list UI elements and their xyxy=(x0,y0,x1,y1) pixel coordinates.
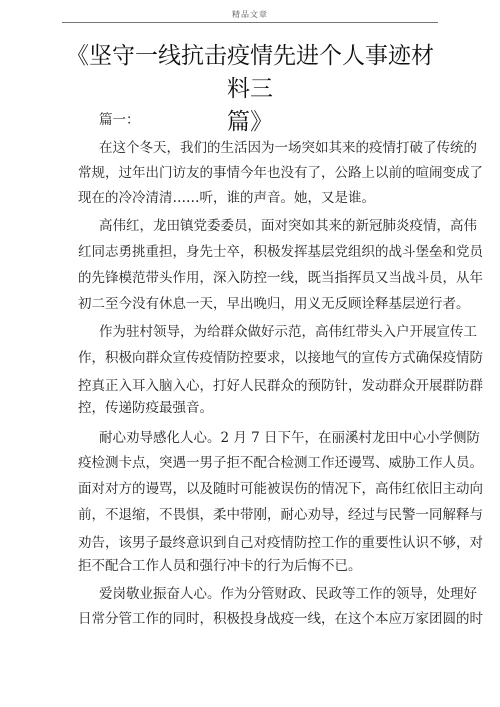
section-label: 篇一： xyxy=(99,112,140,128)
header-rule xyxy=(62,22,438,23)
text-line: 的先锋模范带头作用，深入防控一线，既当指挥员又当战斗员，从年 xyxy=(78,270,483,286)
text-line: 爱岗敬业振奋人心。作为分管财政、民政等工作的领导，处理好 xyxy=(99,586,477,602)
text-line: 面对对方的谩骂，以及随时可能被误伤的情况下，高伟红依旧主动向 xyxy=(78,481,483,497)
text-line: 作为驻村领导，为给群众做好示范，高伟红带头入户开展宣传工 xyxy=(99,324,477,340)
text-line: 劝告，该男子最终意识到自己对疫情防控工作的重要性认识不够，对 xyxy=(78,535,483,551)
text-line: 拒不配合工作人员和强行冲卡的行为后悔不已。 xyxy=(78,558,362,574)
text-line: 前，不退缩，不畏惧，柔中带刚，耐心劝导，经过与民警一同解释与 xyxy=(78,507,483,523)
text-line: 作，积极向群众宣传疫情防控要求，以接地气的宣传方式确保疫情防 xyxy=(78,350,483,366)
title-line: 《坚守一线抗击疫情先进个人事迹材料三 xyxy=(66,43,434,102)
text-line: 在这个冬天，我们的生活因为一场突如其来的疫情打破了传统的 xyxy=(99,140,477,156)
text-line: 现在的冷冷清清……听，谁的声音。她，又是谁。 xyxy=(78,190,375,206)
text-line: 日常分管工作的同时，积极投身战疫一线，在这个本应万家团圆的时 xyxy=(78,611,483,627)
text-line: 疫检测卡点，突遇一男子拒不配合检测工作还谩骂、威胁工作人员。 xyxy=(78,455,483,471)
text-line: 高伟红，龙田镇党委委员，面对突如其来的新冠肺炎疫情，高伟 xyxy=(99,218,477,234)
text-line: 控真正入耳入脑入心，打好人民群众的预防针，发动群众开展群防群 xyxy=(78,378,483,394)
title-line: 篇》 xyxy=(227,109,273,135)
page-header-label: 精品文章 xyxy=(232,10,268,19)
text-line: 红同志勇挑重担，身先士卒，积极发挥基层党组织的战斗堡垒和党员 xyxy=(78,244,483,260)
text-line: 常规，过年出门访友的事情今年也没有了，公路上以前的喧闹变成了 xyxy=(78,165,483,181)
text-line: 初二至今没有休息一天，早出晚归，用义无反顾诠释基层逆行者。 xyxy=(78,296,470,312)
text-line: 耐心劝导感化人心。2 月 7 日下午，在丽溪村龙田中心小学侧防 xyxy=(99,430,481,446)
text-line: 控，传递防疫最强音。 xyxy=(78,400,213,416)
